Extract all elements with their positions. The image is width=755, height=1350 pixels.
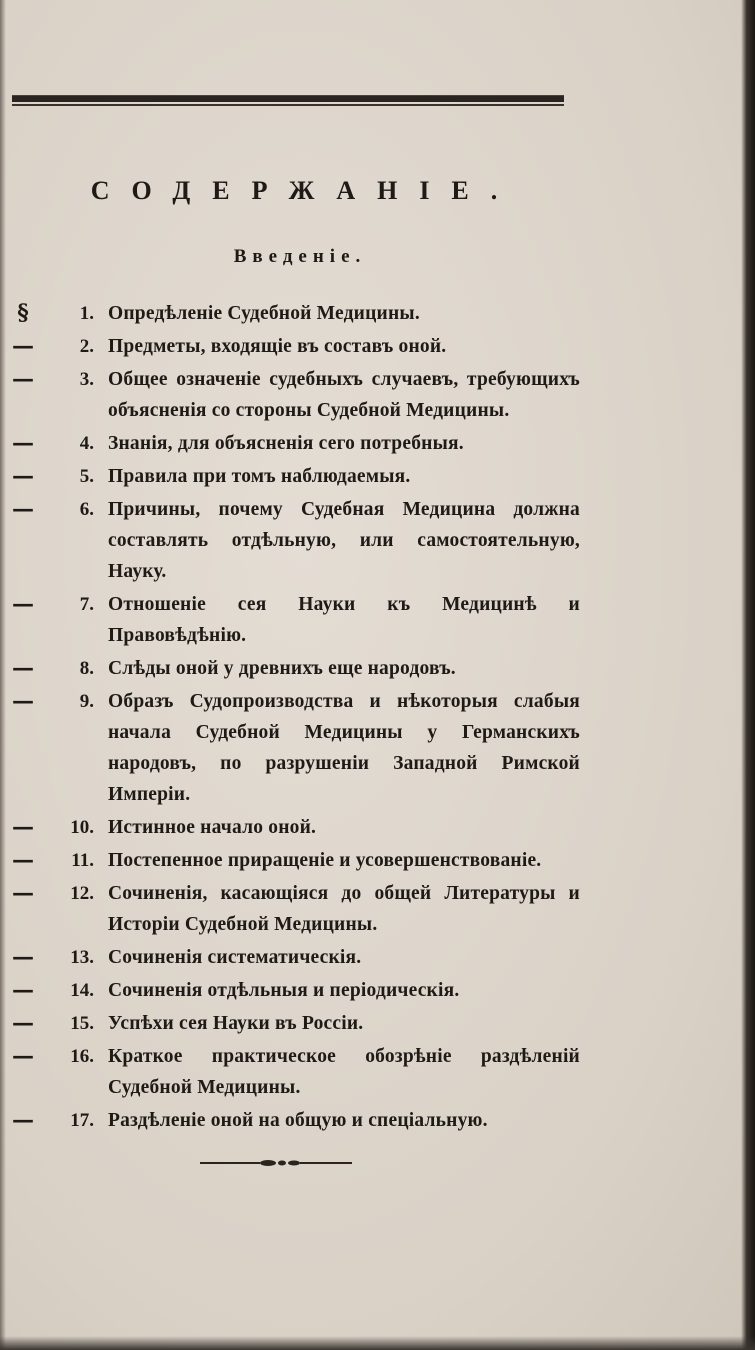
entry-text: Истинное начало оной. <box>108 817 317 838</box>
toc-entry-7 <box>0 589 600 651</box>
entry-text: Сочиненія отдѣльныя и періодическія. <box>108 980 460 1001</box>
section-subtitle: Введеніе. <box>233 246 367 267</box>
entry-number: 3. <box>79 369 94 390</box>
entry-text: Отношеніе сея Науки къ Медицинѣ и Правовѣдѣнію. <box>108 594 580 646</box>
toc-entry-2 <box>0 331 600 362</box>
toc-entry-14 <box>0 975 600 1006</box>
entry-text: Успѣхи сея Науки въ Россіи. <box>108 1013 364 1034</box>
dash-mark: — <box>12 496 34 522</box>
entry-number: 9. <box>79 691 94 712</box>
entry-text: Сочиненія систематическія. <box>108 947 362 968</box>
toc-entry-17 <box>0 1105 600 1136</box>
entry-text: Причины, почему Судебная Медицина должна составлять отдѣльную, или самостоятельную, Науку. <box>108 499 580 582</box>
entry-number: 4. <box>79 433 94 454</box>
section-mark: § <box>17 300 29 326</box>
dash-mark: — <box>12 1010 34 1036</box>
dash-mark: — <box>12 333 34 359</box>
dash-mark: — <box>12 847 34 873</box>
entry-number: 15. <box>70 1013 94 1034</box>
entry-number: 13. <box>70 947 94 968</box>
entry-number: 11. <box>71 850 94 871</box>
closing-ornament <box>200 1159 352 1167</box>
entry-number: 10. <box>70 817 94 838</box>
entry-number: 8. <box>79 658 94 679</box>
entry-text: Опредѣленіе Судебной Медицины. <box>108 303 420 324</box>
entry-text: Правила при томъ наблюдаемыя. <box>108 466 411 487</box>
entry-text: Предметы, входящіе въ составъ оной. <box>108 336 447 357</box>
entry-number: 1. <box>79 303 94 324</box>
toc-entry-9 <box>0 686 600 810</box>
entry-number: 17. <box>70 1110 94 1131</box>
entry-number: 14. <box>70 980 94 1001</box>
dash-mark: — <box>12 814 34 840</box>
entry-text: Раздѣленіе оной на общую и спеціальную. <box>108 1110 488 1131</box>
dash-mark: — <box>12 944 34 970</box>
toc-entry-4 <box>0 428 600 459</box>
dash-mark: — <box>12 463 34 489</box>
header-rule <box>12 95 564 102</box>
toc-entry-3 <box>0 364 600 426</box>
entry-text: Общее означеніе судебныхъ случаевъ, требующихъ объясненія со стороны Судебной Медицины. <box>108 369 580 421</box>
dash-mark: — <box>12 366 34 392</box>
entry-text: Знанія, для объясненія сего потребныя. <box>108 433 464 454</box>
entry-text: Слѣды оной у древнихъ еще народовъ. <box>108 658 456 679</box>
entry-number: 12. <box>70 883 94 904</box>
dash-mark: — <box>12 655 34 681</box>
toc-entry-13 <box>0 942 600 973</box>
entry-text: Краткое практическое обозрѣніе раздѣленій Судебной Медицины. <box>108 1046 580 1098</box>
table-of-contents <box>0 298 600 1138</box>
entry-text: Сочиненія, касающіяся до общей Литературы и Исторіи Судебной Медицины. <box>108 883 580 935</box>
toc-entry-8 <box>0 653 600 684</box>
toc-entry-10 <box>0 812 600 843</box>
entry-number: 16. <box>70 1046 94 1067</box>
page-right-edge <box>741 0 755 1350</box>
entry-text: Образъ Судопроизводства и нѣкоторыя слабыя начала Судебной Медицины у Германскихъ народовъ, по разрушеніи Западной Римской Имперіи. <box>108 691 580 805</box>
dash-mark: — <box>12 1107 34 1133</box>
dash-mark: — <box>12 977 34 1003</box>
toc-entry-5 <box>0 461 600 492</box>
page-bottom-shadow <box>0 1336 755 1350</box>
toc-entry-12 <box>0 878 600 940</box>
dash-mark: — <box>12 591 34 617</box>
dash-mark: — <box>12 880 34 906</box>
toc-entry-16 <box>0 1041 600 1103</box>
header-rule-thin <box>12 104 564 106</box>
entry-text: Постепенное приращеніе и усовершенствованіе. <box>108 850 542 871</box>
toc-entry-11 <box>0 845 600 876</box>
entry-number: 7. <box>79 594 94 615</box>
entry-number: 2. <box>79 336 94 357</box>
toc-entry-1 <box>0 298 600 329</box>
entry-number: 6. <box>79 499 94 520</box>
page-title: СОДЕРЖАНІЕ. <box>90 176 520 205</box>
entry-number: 5. <box>79 466 94 487</box>
toc-entry-6 <box>0 494 600 587</box>
dash-mark: — <box>12 1043 34 1069</box>
toc-entry-15 <box>0 1008 600 1039</box>
dash-mark: — <box>12 430 34 456</box>
dash-mark: — <box>12 688 34 714</box>
